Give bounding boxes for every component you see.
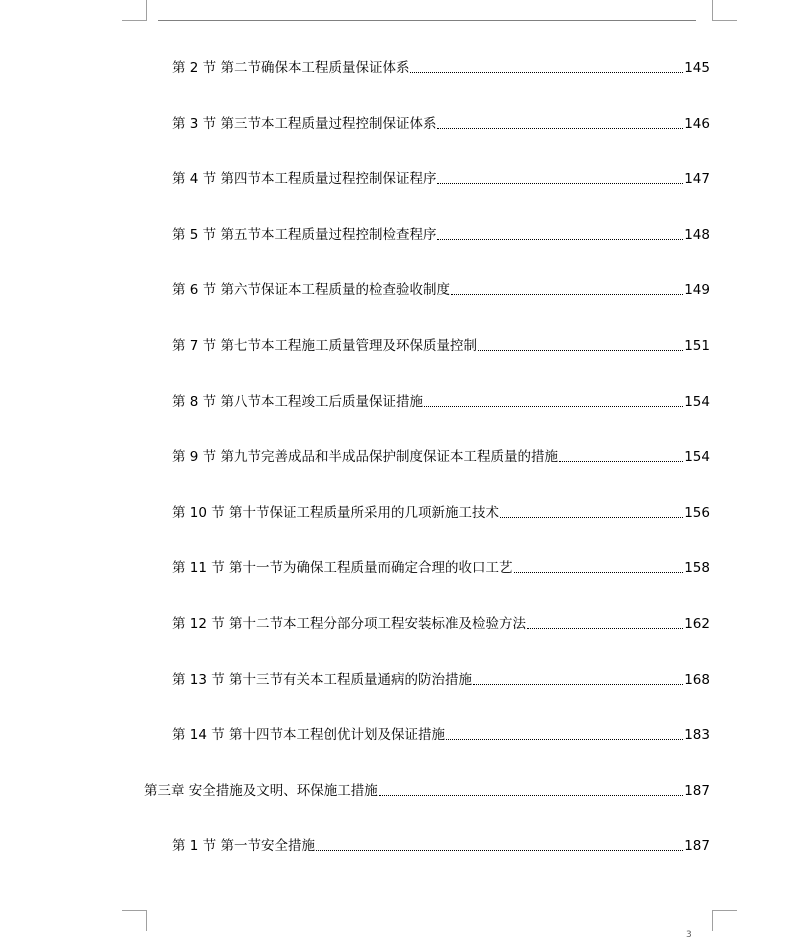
toc-entry-page: 145 (684, 60, 710, 76)
toc-entry-page: 151 (684, 338, 710, 354)
toc-entry[interactable] (172, 336, 710, 356)
toc-entry-label: 第 4 节 第四节本工程质量过程控制保证程序 (172, 171, 437, 187)
toc-entry[interactable] (172, 280, 710, 300)
toc-chapter-entry[interactable] (144, 781, 710, 801)
toc-dot-leader (437, 183, 683, 184)
toc-entry-label: 第 3 节 第三节本工程质量过程控制保证体系 (172, 116, 437, 132)
toc-dot-leader (316, 850, 683, 851)
toc-entry-page: 168 (684, 672, 710, 688)
toc-entry-label: 第 11 节 第十一节为确保工程质量而确定合理的收口工艺 (172, 560, 513, 576)
toc-entry-page: 183 (684, 727, 710, 743)
toc-entry[interactable] (172, 58, 710, 78)
toc-entry[interactable] (172, 114, 710, 134)
toc-entry[interactable] (172, 447, 710, 467)
toc-dot-leader (446, 739, 683, 740)
toc-dot-leader (473, 684, 683, 685)
toc-entry-page: 147 (684, 171, 710, 187)
toc-entry-label: 第 8 节 第八节本工程竣工后质量保证措施 (172, 394, 423, 410)
toc-entry-label: 第 2 节 第二节确保本工程质量保证体系 (172, 60, 410, 76)
toc-entry[interactable] (172, 503, 710, 523)
toc-entry-page: 148 (684, 227, 710, 243)
toc-entry-label: 第 7 节 第七节本工程施工质量管理及环保质量控制 (172, 338, 477, 354)
toc-entry[interactable] (172, 558, 710, 578)
page-corner-mark-bottom-left (122, 910, 147, 931)
toc-entry[interactable] (172, 836, 710, 856)
toc-entry-page: 162 (684, 616, 710, 632)
toc-dot-leader (437, 128, 683, 129)
toc-entry-label: 第 13 节 第十三节有关本工程质量通病的防治措施 (172, 672, 473, 688)
toc-dot-leader (514, 572, 684, 573)
toc-entry-page: 187 (684, 838, 710, 854)
toc-dot-leader (410, 72, 683, 73)
toc-entry[interactable] (172, 392, 710, 412)
toc-entry-label: 第 12 节 第十二节本工程分部分项工程安装标准及检验方法 (172, 616, 527, 632)
toc-entry-page: 154 (684, 394, 710, 410)
toc-dot-leader (451, 294, 683, 295)
page-corner-mark-bottom-right (712, 910, 737, 931)
toc-entry-page: 187 (684, 783, 710, 799)
toc-entry[interactable] (172, 225, 710, 245)
toc-dot-leader (379, 795, 683, 796)
toc-entry[interactable] (172, 725, 710, 745)
toc-entry-label: 第 5 节 第五节本工程质量过程控制检查程序 (172, 227, 437, 243)
toc-entry-page: 158 (684, 560, 710, 576)
toc-entry-page: 149 (684, 282, 710, 298)
toc-entry-label: 第 6 节 第六节保证本工程质量的检查验收制度 (172, 282, 450, 298)
toc-entry-page: 146 (684, 116, 710, 132)
toc-entry[interactable] (172, 670, 710, 690)
toc-dot-leader (478, 350, 683, 351)
toc-dot-leader (527, 628, 683, 629)
toc-entry-page: 154 (684, 449, 710, 465)
toc-entry[interactable] (172, 169, 710, 189)
page-number: 3 (686, 930, 692, 940)
toc-entry-page: 156 (684, 505, 710, 521)
toc-entry-label: 第 9 节 第九节完善成品和半成品保护制度保证本工程质量的措施 (172, 449, 558, 465)
toc-dot-leader (424, 406, 683, 407)
toc-entry-label: 第三章 安全措施及文明、环保施工措施 (144, 783, 378, 799)
toc-dot-leader (559, 461, 683, 462)
toc-entry-label: 第 10 节 第十节保证工程质量所采用的几项新施工技术 (172, 505, 500, 521)
toc-entry-label: 第 1 节 第一节安全措施 (172, 838, 315, 854)
toc-entry[interactable] (172, 614, 710, 634)
toc-dot-leader (500, 517, 683, 518)
toc-dot-leader (437, 239, 683, 240)
toc-entry-label: 第 14 节 第十四节本工程创优计划及保证措施 (172, 727, 446, 743)
